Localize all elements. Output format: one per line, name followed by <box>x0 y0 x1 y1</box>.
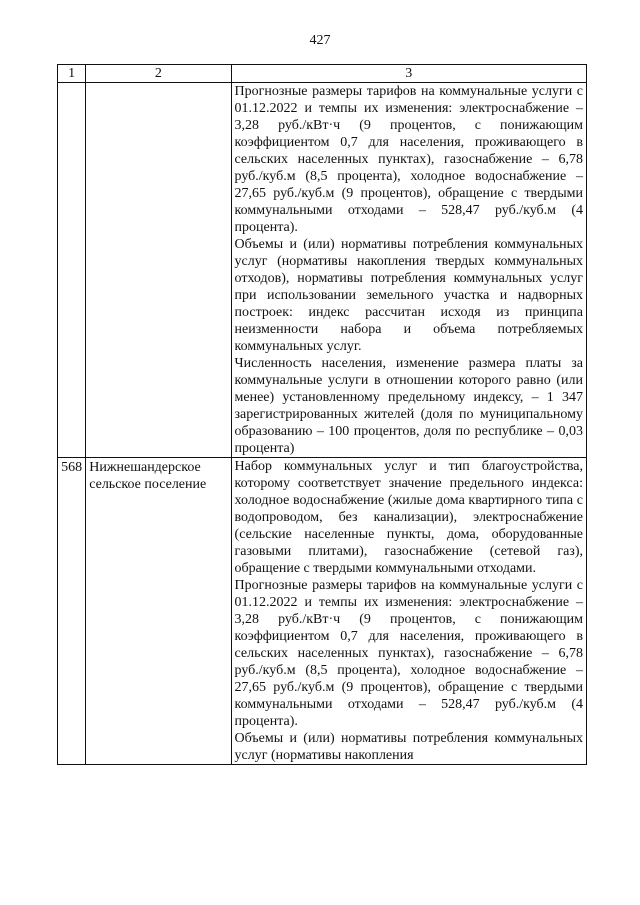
row-description <box>231 458 586 765</box>
row-number: 568 <box>58 458 86 765</box>
tariff-table <box>57 64 587 765</box>
description-paragraph: Объемы и (или) нормативы потребления коммунальных услуг (нормативы накопления <box>234 731 583 763</box>
table-row <box>58 83 587 458</box>
header-col-1: 1 <box>58 65 86 83</box>
page-number: 427 <box>309 33 331 48</box>
description-paragraph: Прогнозные размеры тарифов на коммунальные услуги с 01.12.2022 и темпы их изменения: электроснабжение – 3,28 руб./кВт·ч (9 процентов, с понижающим коэффициентом 0,7 для населения, проживающего в сельских населенных пунктах), газоснабжение – 6,78 руб./куб.м (8,5 процента), холодное водоснабжение – 27,65 руб./куб.м (9 процентов), обращение с твердыми коммунальными отходами – 528,47 руб./куб.м (4 процента). <box>234 578 583 729</box>
municipality-name <box>86 83 231 458</box>
municipality-name: Нижнешандерское сельское поселение <box>86 458 231 765</box>
description-paragraph: Прогнозные размеры тарифов на коммунальные услуги с 01.12.2022 и темпы их изменения: электроснабжение – 3,28 руб./кВт·ч (9 процентов, с понижающим коэффициентом 0,7 для населения, проживающего в сельских населенных пунктах), газоснабжение – 6,78 руб./куб.м (8,5 процента), холодное водоснабжение – 27,65 руб./куб.м (9 процентов), обращение с твердыми коммунальными отходами – 528,47 руб./куб.м (4 процента). <box>234 84 583 235</box>
table-row <box>58 458 587 765</box>
header-col-2: 2 <box>86 65 231 83</box>
table-header-row <box>58 65 587 83</box>
description-paragraph: Набор коммунальных услуг и тип благоустройства, которому соответствует значение предельного индекса: холодное водоснабжение (жилые дома квартирного типа с водопроводом, без канализации), электроснабжение (сельские населенные пункты, дома, оборудованные газовыми плитами), газоснабжение (сетевой газ), обращение с твердыми коммунальными отходами. <box>234 459 583 576</box>
description-paragraph: Объемы и (или) нормативы потребления коммунальных услуг (нормативы накопления твердых коммунальных отходов), нормативы потребления коммунальных услуг при использовании земельного участка и надворных построек: индекс рассчитан исходя из принципа неизменности набора и объема потребляемых коммунальных услуг. <box>234 237 583 354</box>
description-paragraph: Численность населения, изменение размера платы за коммунальные услуги в отношении которого равно (или менее) установленному предельному индексу, – 1 347 зарегистрированных жителей (доля по муниципальному образованию – 100 процентов, доля по республике – 0,03 процента) <box>234 356 583 456</box>
row-description <box>231 83 586 458</box>
header-col-3: 3 <box>231 65 586 83</box>
row-number <box>58 83 86 458</box>
